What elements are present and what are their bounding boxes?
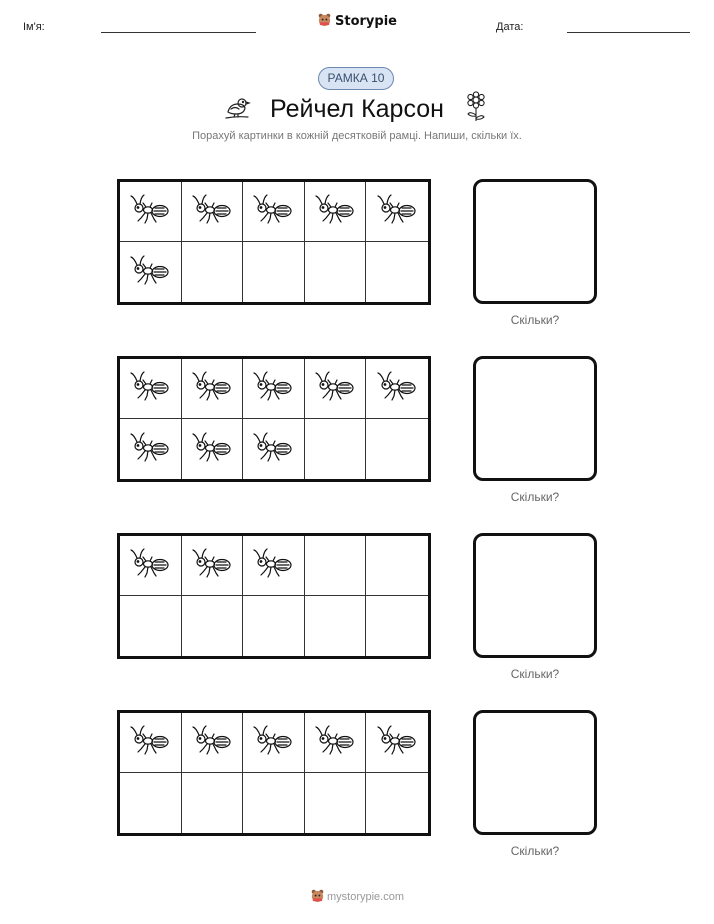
frame-cell — [120, 596, 182, 656]
frame-cell — [305, 359, 367, 419]
ant-icon — [251, 720, 295, 765]
frame-cell — [305, 773, 367, 833]
date-line[interactable] — [567, 32, 690, 33]
ant-icon — [190, 189, 234, 234]
name-label: Ім'я: — [23, 21, 45, 33]
frame-cell — [182, 419, 244, 479]
ant-icon — [128, 427, 172, 472]
frame-cell — [120, 359, 182, 419]
ten-frame-4 — [117, 710, 431, 836]
answer-box-3[interactable] — [473, 533, 597, 658]
frame-cell — [305, 182, 367, 242]
answer-box-2[interactable] — [473, 356, 597, 481]
ant-icon — [375, 189, 419, 234]
frame-cell — [366, 536, 428, 596]
ant-icon — [313, 189, 357, 234]
frame-cell — [243, 419, 305, 479]
frame-cell — [305, 536, 367, 596]
frame-cell — [366, 773, 428, 833]
footer — [0, 888, 714, 906]
ant-icon — [190, 720, 234, 765]
frame-cell — [182, 713, 244, 773]
frame-cell — [120, 419, 182, 479]
ant-icon — [251, 366, 295, 411]
ant-icon — [128, 250, 172, 295]
ant-icon — [313, 366, 357, 411]
frame-cell — [366, 242, 428, 302]
frame-cell — [120, 242, 182, 302]
ant-icon — [251, 543, 295, 588]
how-many-label: Скільки? — [510, 844, 560, 858]
answer-box-4[interactable] — [473, 710, 597, 835]
frame-type-badge: РАМКА 10 — [318, 67, 394, 90]
ant-icon — [251, 427, 295, 472]
ant-icon — [190, 366, 234, 411]
frame-cell — [182, 773, 244, 833]
frame-cell — [305, 242, 367, 302]
how-many-label: Скільки? — [510, 667, 560, 681]
brand — [0, 12, 714, 31]
answer-box-1[interactable] — [473, 179, 597, 304]
frame-cell — [182, 596, 244, 656]
frame-cell — [305, 713, 367, 773]
ant-icon — [128, 366, 172, 411]
frame-cell — [243, 359, 305, 419]
ant-icon — [128, 189, 172, 234]
frame-cell — [366, 359, 428, 419]
frame-cell — [120, 182, 182, 242]
ant-icon — [375, 366, 419, 411]
ant-icon — [375, 720, 419, 765]
frame-cell — [243, 536, 305, 596]
frame-cell — [366, 182, 428, 242]
frame-cell — [182, 536, 244, 596]
frame-cell — [243, 773, 305, 833]
ten-frame-2 — [117, 356, 431, 482]
ant-icon — [128, 720, 172, 765]
ant-icon — [313, 720, 357, 765]
frame-cell — [243, 596, 305, 656]
frame-cell — [182, 359, 244, 419]
brand-name: Storypie — [335, 14, 397, 29]
how-many-label: Скільки? — [510, 313, 560, 327]
ten-frame-1 — [117, 179, 431, 305]
footer-url: mystorypie.com — [326, 890, 405, 903]
frame-cell — [182, 182, 244, 242]
frame-cell — [120, 773, 182, 833]
name-line[interactable] — [101, 32, 256, 33]
frame-cell — [305, 419, 367, 479]
frame-cell — [243, 713, 305, 773]
frame-cell — [120, 713, 182, 773]
frame-cell — [243, 182, 305, 242]
page-title: Рейчел Карсон — [270, 95, 444, 123]
storypie-logo-icon — [310, 888, 325, 906]
frame-cell — [243, 242, 305, 302]
how-many-label: Скільки? — [510, 490, 560, 504]
instructions: Порахуй картинки в кожній десятковій рамці. Напиши, скільки їх. — [192, 130, 522, 142]
frame-cell — [182, 242, 244, 302]
ant-icon — [251, 189, 295, 234]
ant-icon — [128, 543, 172, 588]
date-label: Дата: — [496, 21, 524, 33]
flower-icon — [462, 91, 490, 128]
ten-frame-3 — [117, 533, 431, 659]
frame-cell — [366, 596, 428, 656]
frame-cell — [366, 419, 428, 479]
storypie-logo-icon — [317, 12, 332, 31]
frame-cell — [366, 713, 428, 773]
ant-icon — [190, 543, 234, 588]
frame-cell — [120, 536, 182, 596]
ant-icon — [190, 427, 234, 472]
frame-cell — [305, 596, 367, 656]
